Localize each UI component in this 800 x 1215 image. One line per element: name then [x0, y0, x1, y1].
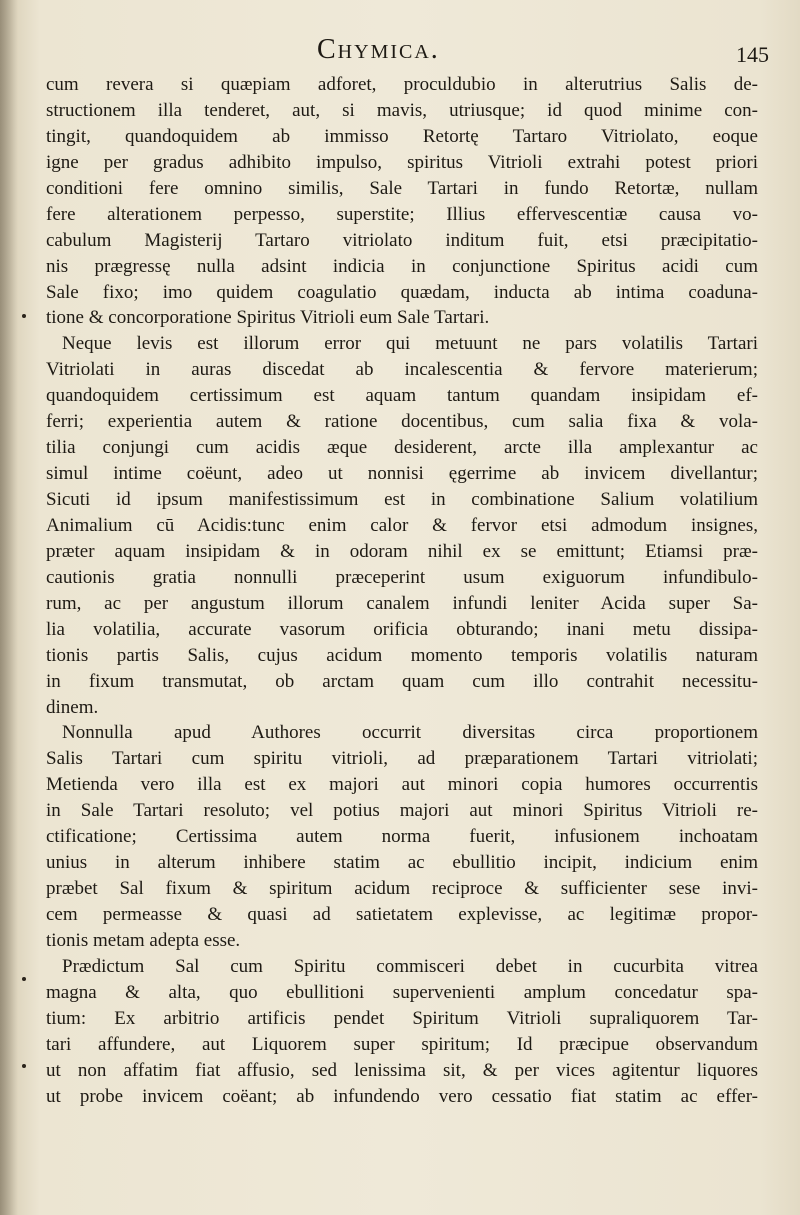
binding-gutter-shadow: [0, 0, 18, 1215]
text-line: Sale fixo; imo quidem coagulatio quædam, inducta ab intima coaduna-: [46, 281, 758, 303]
text-line: conditioni fere omnino similis, Sale Tartari in fundo Retortæ, nullam: [46, 177, 758, 199]
paragraph-end-line: tione & concorporatione Spiritus Vitrioli eum Sale Tartari.: [46, 307, 490, 329]
text-line: ut probe invicem coëant; ab infundendo vero cessatio fiat statim ac effer-: [46, 1085, 758, 1107]
text-line: nis prægressę nulla adsint indicia in conjunctione Spiritus acidi cum: [46, 255, 758, 277]
text-line: tilia conjungi cum acidis æque desiderent, arcte illa amplexantur ac: [46, 437, 758, 459]
text-line: Salis Tartari cum spiritu vitrioli, ad præparationem Tartari vitriolati;: [46, 748, 758, 770]
text-line: ctificatione; Certissima autem norma fuerit, infusionem inchoatam: [46, 826, 758, 848]
text-line: quandoquidem certissimum est aquam tantum quandam insipidam ef-: [46, 385, 758, 407]
text-line: cabulum Magisterij Tartaro vitriolato inditum fuit, etsi præcipitatio-: [46, 229, 758, 251]
text-line: tingit, quandoquidem ab immisso Retortę Tartaro Vitriolato, eoque: [46, 125, 758, 147]
text-line: præter aquam insipidam & in odoram nihil ex se emittunt; Etiamsi præ-: [46, 540, 758, 562]
text-line: igne per gradus adhibito impulso, spiritus Vitrioli extrahi potest priori: [46, 151, 758, 173]
text-line: Animalium cū Acidis:tunc enim calor & fervor etsi admodum insignes,: [46, 514, 758, 536]
text-line: Sicuti id ipsum manifestissimum est in combinatione Salium volatilium: [46, 489, 758, 510]
text-line: Vitriolati in auras discedat ab incalescentia & fervore materierum;: [46, 359, 758, 381]
text-line: ut non affatim fiat affusio, sed lenissima sit, & per vices agitentur liquores: [46, 1059, 758, 1081]
running-head: [0, 30, 800, 70]
text-line: simul intime coëunt, adeo ut nonnisi ęgerrime ab invicem divellantur;: [46, 463, 758, 485]
margin-mark: [22, 314, 26, 318]
paragraph-start-line: Nonnulla apud Authores occurrit diversitas circa proportionem: [62, 722, 758, 744]
text-line: præbet Sal fixum & spiritum acidum reciproce & sufficienter sese invi-: [46, 878, 758, 900]
text-line: fere alterationem perpesso, superstite; Illius effervescentiæ causa vo-: [46, 203, 758, 225]
text-line: tari affundere, aut Liquorem super spiritum; Id præcipue observandum: [46, 1033, 758, 1055]
running-title: Chymica.: [317, 34, 440, 65]
page-number: 145: [736, 42, 769, 67]
paragraph-end-line: tionis metam adepta esse.: [46, 929, 241, 951]
text-line: magna & alta, quo ebullitioni supervenienti amplum concedatur spa-: [46, 981, 758, 1003]
margin-mark: [22, 1064, 26, 1068]
text-line: tionis partis Salis, cujus acidum momento temporis volatilis naturam: [46, 644, 758, 666]
text-line: in Sale Tartari resoluto; vel potius majori aut minori Spiritus Vitrioli re-: [46, 800, 758, 822]
margin-mark: [22, 977, 26, 981]
text-line: Metienda vero illa est ex majori aut minori copia humores occurrentis: [46, 774, 758, 796]
paragraph-start-line: Prædictum Sal cum Spiritu commisceri debet in cucurbita vitrea: [62, 955, 758, 977]
paragraph-end-line: dinem.: [46, 696, 99, 718]
text-line: tium: Ex arbitrio artificis pendet Spiritum Vitrioli supraliquorem Tar-: [46, 1007, 758, 1029]
text-line: cem permeasse & quasi ad satietatem explevisse, ac legitimæ propor-: [46, 904, 758, 925]
paragraph-start-line: Neque levis est illorum error qui metuunt ne pars volatilis Tartari: [62, 333, 758, 355]
text-line: structionem illa tenderet, aut, si mavis, utriusque; id quod minime con-: [46, 99, 758, 121]
text-line: unius in alterum inhibere statim ac ebullitio incipit, indicium enim: [46, 852, 758, 874]
text-line: ferri; experientia autem & ratione docentibus, cum salia fixa & vola-: [46, 411, 758, 433]
text-line: in fixum transmutat, ob arctam quam cum illo contrahit necessitu-: [46, 670, 758, 692]
text-line: lia volatilia, accurate vasorum orificia obturando; inani metu dissipa-: [46, 618, 758, 640]
text-line: cautionis gratia nonnulli præceperint usum exiguorum infundibulo-: [46, 566, 758, 588]
body-text: [46, 72, 758, 1110]
text-line: cum revera si quæpiam adforet, proculdubio in alterutrius Salis de-: [46, 74, 758, 95]
text-line: rum, ac per angustum illorum canalem infundi leniter Acida super Sa-: [46, 592, 758, 614]
